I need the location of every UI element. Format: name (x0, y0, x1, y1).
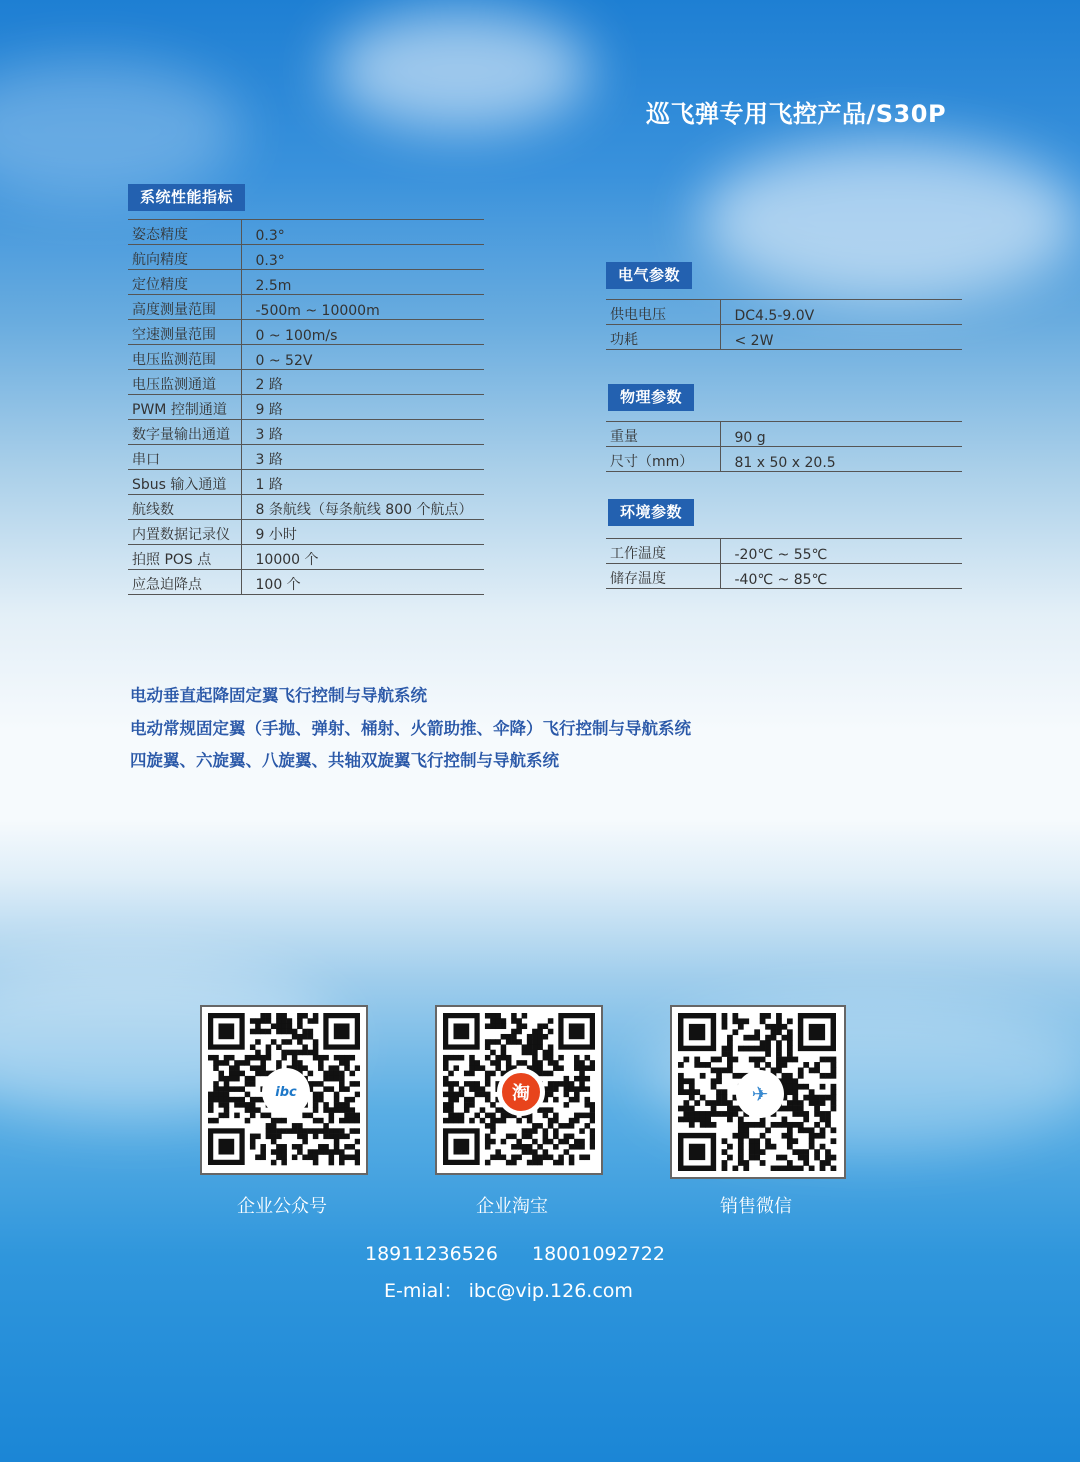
table-row (128, 545, 484, 570)
spec-name: 内置数据记录仪 (128, 520, 241, 545)
spec-name: 航向精度 (128, 245, 241, 270)
table-row (606, 300, 962, 325)
email-address[interactable]: ibc@vip.126.com (468, 1280, 633, 1302)
table-row (128, 395, 484, 420)
spec-name: 拍照 POS 点 (128, 545, 241, 570)
spec-name: 工作温度 (606, 539, 720, 564)
spec-name: 姿态精度 (128, 220, 241, 245)
spec-value: -500m ~ 10000m (241, 295, 484, 320)
spec-value: 3 路 (241, 420, 484, 445)
qr-code-sales-wechat[interactable] (670, 1005, 846, 1179)
taobao-icon: 淘 (500, 1071, 542, 1113)
table-row (606, 422, 962, 447)
spec-name: 高度测量范围 (128, 295, 241, 320)
email-line (384, 1276, 633, 1303)
spec-name: 功耗 (606, 325, 720, 350)
electrical-table (606, 299, 962, 350)
spec-value: 9 路 (241, 395, 484, 420)
email-label: E-mial： (384, 1280, 463, 1302)
spec-name: Sbus 输入通道 (128, 470, 241, 495)
product-title: 巡飞弹专用飞控产品/S30P (646, 100, 947, 128)
spec-value: -40℃ ~ 85℃ (720, 564, 962, 589)
table-row (128, 370, 484, 395)
spec-name: 串口 (128, 445, 241, 470)
spec-value: DC4.5-9.0V (720, 300, 962, 325)
table-row (128, 570, 484, 595)
spec-name: 电压监测范围 (128, 345, 241, 370)
system-line: 四旋翼、六旋翼、八旋翼、共轴双旋翼飞行控制与导航系统 (130, 751, 559, 770)
qr-caption-official-account: 企业公众号 (237, 1196, 327, 1217)
table-row (128, 220, 484, 245)
spec-name: PWM 控制通道 (128, 395, 241, 420)
plane-logo-icon: ✈ (739, 1073, 781, 1115)
system-performance-table (128, 219, 484, 595)
spec-name: 航线数 (128, 495, 241, 520)
qr-caption-sales-wechat: 销售微信 (720, 1196, 792, 1217)
spec-value: 10000 个 (241, 545, 484, 570)
system-line: 电动垂直起降固定翼飞行控制与导航系统 (130, 686, 427, 705)
spec-name: 空速测量范围 (128, 320, 241, 345)
table-row (606, 539, 962, 564)
spec-name: 应急迫降点 (128, 570, 241, 595)
qr-code-taobao[interactable] (435, 1005, 603, 1175)
table-row (128, 495, 484, 520)
spec-value: 81 x 50 x 20.5 (720, 447, 962, 472)
section-label-electrical: 电气参数 (606, 262, 692, 289)
table-row (128, 520, 484, 545)
table-row (128, 320, 484, 345)
spec-value: 0.3° (241, 220, 484, 245)
section-label-system-performance: 系统性能指标 (128, 184, 245, 211)
spec-value: < 2W (720, 325, 962, 350)
spec-name: 定位精度 (128, 270, 241, 295)
qr-caption-taobao: 企业淘宝 (476, 1196, 548, 1217)
section-label-environment: 环境参数 (608, 499, 694, 526)
phone-number-1[interactable]: 18911236526 (365, 1243, 498, 1265)
spec-value: 0.3° (241, 245, 484, 270)
environment-table (606, 538, 962, 589)
section-label-physical: 物理参数 (608, 384, 694, 411)
table-row (606, 447, 962, 472)
spec-value: 90 g (720, 422, 962, 447)
spec-name: 尺寸（mm） (606, 447, 720, 472)
qr-code-official-account[interactable] (200, 1005, 368, 1175)
spec-name: 电压监测通道 (128, 370, 241, 395)
systems-list (130, 680, 691, 778)
spec-value: 100 个 (241, 570, 484, 595)
table-row (128, 295, 484, 320)
table-row (606, 325, 962, 350)
cloud-decoration (330, 10, 590, 130)
table-row (606, 564, 962, 589)
table-row (128, 270, 484, 295)
spec-value: 2 路 (241, 370, 484, 395)
table-row (128, 470, 484, 495)
ibc-logo-icon: ibc (265, 1071, 307, 1113)
spec-name: 重量 (606, 422, 720, 447)
table-row (128, 445, 484, 470)
spec-name: 储存温度 (606, 564, 720, 589)
spec-value: 0 ~ 52V (241, 345, 484, 370)
spec-name: 数字量输出通道 (128, 420, 241, 445)
cloud-decoration (0, 60, 240, 200)
table-row (128, 245, 484, 270)
spec-value: 3 路 (241, 445, 484, 470)
table-row (128, 420, 484, 445)
spec-name: 供电电压 (606, 300, 720, 325)
spec-value: 8 条航线（每条航线 800 个航点） (241, 495, 484, 520)
table-row (128, 345, 484, 370)
spec-value: 1 路 (241, 470, 484, 495)
phone-number-2[interactable]: 18001092722 (532, 1243, 665, 1265)
spec-value: 2.5m (241, 270, 484, 295)
spec-value: 0 ~ 100m/s (241, 320, 484, 345)
cloud-decoration (700, 140, 1080, 300)
spec-value: -20℃ ~ 55℃ (720, 539, 962, 564)
system-line: 电动常规固定翼（手抛、弹射、桶射、火箭助推、伞降）飞行控制与导航系统 (130, 718, 691, 738)
spec-value: 9 小时 (241, 520, 484, 545)
physical-table (606, 421, 962, 472)
